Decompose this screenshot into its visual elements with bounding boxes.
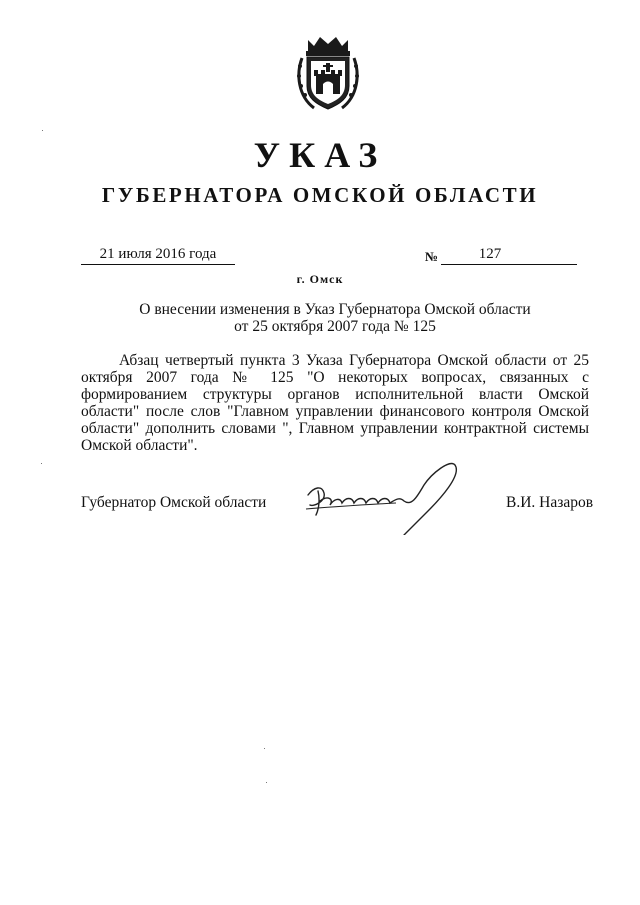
document-body: Абзац четвертый пункта 3 Указа Губернатора Омской области от 25 октября 2007 года № 125 "О некоторых вопросах, связанных с формированием структуры органов исполнительной власти Омской области" после слов "Главном управлении финансового контроля Омской области" дополнить словами ", Главном управлении контрактной системы Омской области". — [81, 352, 589, 454]
document-city: г. Омск — [296, 272, 344, 286]
document-heading — [80, 301, 590, 335]
scan-speck — [41, 463, 42, 464]
number-sign: № — [425, 249, 439, 264]
signatory-title: Губернатор Омской области — [81, 494, 267, 511]
scan-speck — [264, 748, 265, 749]
document-title: УКАЗ — [253, 135, 387, 175]
scan-speck — [266, 782, 267, 783]
signatory-name: В.И. Назаров — [506, 494, 594, 511]
document-subtitle: ГУБЕРНАТОРА ОМСКОЙ ОБЛАСТИ — [101, 183, 539, 207]
coat-of-arms-icon — [294, 34, 362, 114]
heading-line-2: от 25 октября 2007 года № 125 — [234, 318, 436, 335]
handwritten-signature-icon — [300, 455, 465, 535]
scan-speck — [42, 130, 43, 131]
document-number: 127 — [478, 246, 502, 262]
heading-line-1: О внесении изменения в Указ Губернатора Омской области — [139, 301, 531, 318]
document-date: 21 июля 2016 года — [99, 246, 217, 262]
